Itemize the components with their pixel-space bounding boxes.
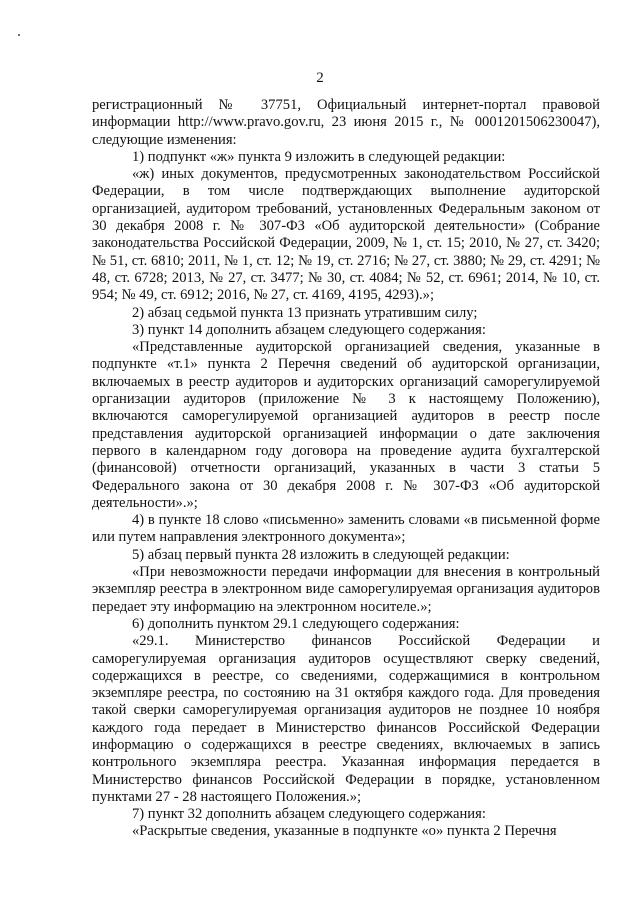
paragraph: регистрационный № 37751, Официальный интернет-портал правовой информации http://www.pravo.gov.ru, 23 июня 2015 г., № 0001201506230047), следующие изменения: (92, 97, 600, 148)
paragraph: 6) дополнить пунктом 29.1 следующего содержания: (132, 615, 460, 632)
paragraph: 3) пункт 14 дополнить абзацем следующего содержания: (132, 321, 486, 338)
scan-dot (18, 34, 20, 36)
paragraph: «Раскрытые сведения, указанные в подпункте «о» пункта 2 Перечня (132, 823, 557, 840)
paragraph: «При невозможности передачи информации для внесения в контрольный экземпляр реестра в электронном виде саморегулируемая организация аудиторов передает эту информацию на электронном носителе.»; (92, 564, 600, 615)
paragraph: «Представленные аудиторской организацией сведения, указанные в подпункте «т.1» пункта 2 Перечня сведений об аудиторской организации, включаемых в реестр аудиторов и аудиторских организаций саморегулируемой организации аудиторов (приложение № 3 к настоящему Положению), включаются саморегулируемой организацией аудиторов в реестр после представления аудиторской организацией информации о дате заключения первого в календарном году договора на проведение аудита бухгалтерской (финансовой) отчетности организаций, указанных в части 3 статьи 5 Федерального закона от 30 декабря 2008 г. № 307-ФЗ «Об аудиторской деятельности».»; (92, 339, 600, 511)
paragraph: 2) абзац седьмой пункта 13 признать утратившим силу; (132, 304, 478, 321)
paragraph: 1) подпункт «ж» пункта 9 изложить в следующей редакции: (132, 148, 506, 165)
document-body (92, 97, 600, 841)
paragraph: «29.1. Министерство финансов Российской Федерации и саморегулируемая организация аудиторов осуществляют сверку сведений, содержащихся в реестре, со сведениями, содержащимися в контрольном экземпляре реестра, по состоянию на 31 октября каждого года. Для проведения такой сверки саморегулируемая организация аудиторов не позднее 10 ноября каждого года передает в Министерство финансов Российской Федерации информацию о содержащихся в реестре сведениях, включаемых в запись контрольного экземпляра реестра. Указанная информация передается в Министерство финансов Российской Федерации в порядке, установленном пунктами 27 - 28 настоящего Положения.»; (92, 633, 600, 805)
paragraph: 4) в пункте 18 слово «письменно» заменить словами «в письменной форме или путем направления электронного документа»; (92, 512, 600, 546)
page-number: 2 (316, 70, 324, 86)
paragraph: 7) пункт 32 дополнить абзацем следующего содержания: (132, 806, 486, 823)
paragraph: 5) абзац первый пункта 28 изложить в следующей редакции: (132, 546, 510, 563)
paragraph: «ж) иных документов, предусмотренных законодательством Российской Федерации, в том числе подтверждающих выполнение аудиторской организацией, аудитором требований, установленных Федеральным законом от 30 декабря 2008 г. № 307-ФЗ «Об аудиторской деятельности» (Собрание законодательства Российской Федерации, 2009, № 1, ст. 15; 2010, № 27, ст. 3420; № 51, ст. 6810; 2011, № 1, ст. 12; № 19, ст. 2716; № 27, ст. 3880; № 29, ст. 4291; № 48, ст. 6728; 2013, № 27, ст. 3477; № 30, ст. 4084; № 52, ст. 6961; 2014, № 10, ст. 954; № 49, ст. 6912; 2016, № 27, ст. 4169, 4195, 4293).»; (92, 166, 600, 304)
